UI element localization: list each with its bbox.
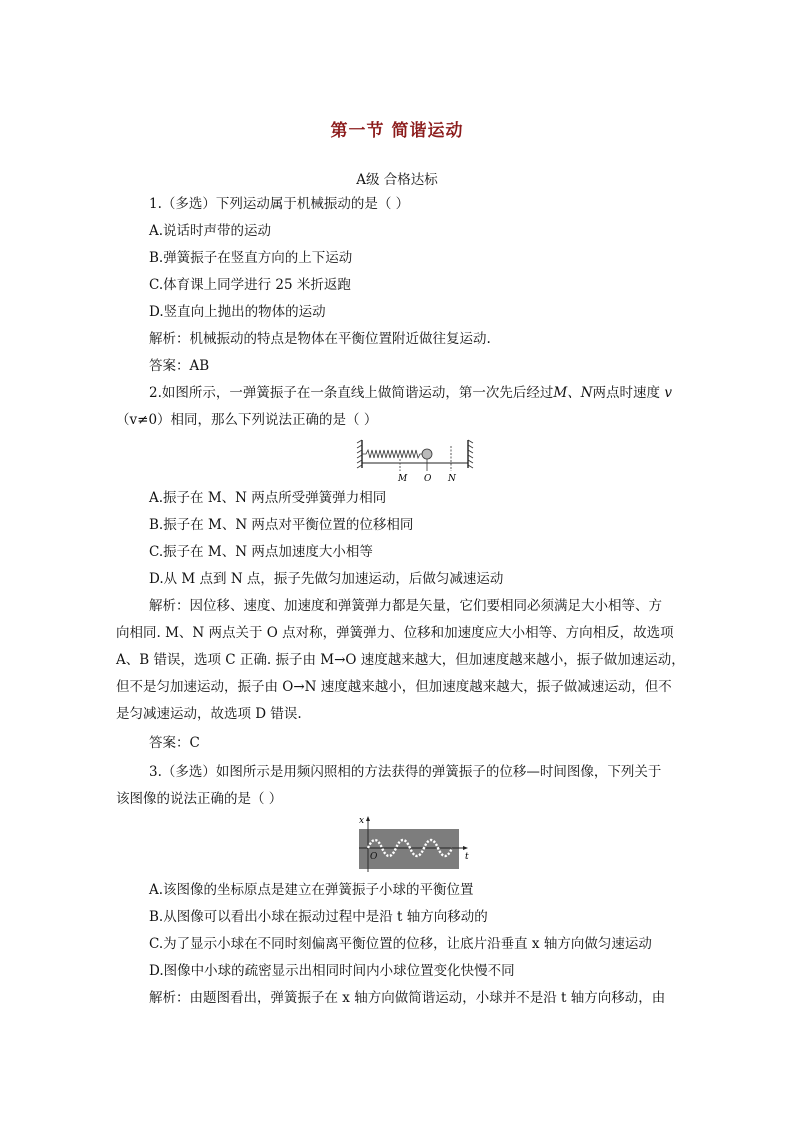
- q3-stem-line2: 该图像的说法正确的是（ ）: [116, 791, 283, 807]
- q3-option-c: C.为了显示小球在不同时刻偏离平衡位置的位移，让底片沿垂直 x 轴方向做匀速运动: [149, 936, 652, 952]
- q2-analysis-line1: 解析：因位移、速度、加速度和弹簧弹力都是矢量，它们要相同必须满足大小相等、方: [149, 598, 662, 614]
- q2-stem-text: 2.如图所示，一弹簧振子在一条直线上做简谐运动，第一次先后经过: [149, 385, 554, 401]
- q1-option-a: A.说话时声带的运动: [149, 223, 272, 239]
- flash-photo-figure: [350, 814, 475, 874]
- q2-option-d: D.从 M 点到 N 点，振子先做匀加速运动，后做匀减速运动: [149, 571, 504, 587]
- page-title: 第一节 简谐运动: [330, 121, 464, 141]
- q3-stem-line1: 3.（多选）如图所示是用频闪照相的方法获得的弹簧振子的位移—时间图像，下列关于: [149, 764, 662, 780]
- q3-option-b: B.从图像可以看出小球在振动过程中是沿 t 轴方向移动的: [149, 909, 488, 925]
- q1-option-c: C.体育课上同学进行 25 米折返跑: [149, 277, 351, 293]
- q2-stem-velocity: v: [664, 385, 672, 401]
- q2-option-b: B.振子在 M、N 两点对平衡位置的位移相同: [149, 517, 414, 533]
- fig3-label-t: t: [465, 852, 469, 862]
- q3-option-a: A.该图像的坐标原点是建立在弹簧振子小球的平衡位置: [149, 882, 474, 898]
- q3-option-d: D.图像中小球的疏密显示出相同时间内小球位置变化快慢不同: [149, 963, 515, 979]
- q2-option-a: A.振子在 M、N 两点所受弹簧弹力相同: [149, 490, 387, 506]
- fig-label-m: M: [398, 474, 408, 484]
- spring-oscillator-figure: [356, 438, 474, 484]
- q2-analysis-line2: 向相同. M、N 两点关于 O 点对称，弹簧弹力、位移和加速度应大小相等、方向相反，故选项: [116, 625, 674, 641]
- q2-option-c: C.振子在 M、N 两点加速度大小相等: [149, 544, 373, 560]
- q2-analysis-line5: 是匀减速运动，故选项 D 错误.: [116, 706, 302, 722]
- q2-answer: 答案：C: [149, 735, 200, 751]
- q2-analysis-line3: A、B 错误，选项 C 正确. 振子由 M→O 速度越来越大，但加速度越来越小，振子做加速运动，: [116, 652, 685, 668]
- q1-option-d: D.竖直向上抛出的物体的运动: [149, 304, 326, 320]
- fig-label-n: N: [448, 474, 456, 484]
- q1-stem: 1.（多选）下列运动属于机械振动的是（ ）: [149, 196, 410, 212]
- fig3-label-x: x: [359, 816, 365, 826]
- q2-stem-line1: [149, 384, 679, 402]
- q3-analysis: 解析：由题图看出，弹簧振子在 x 轴方向做简谐运动，小球并不是沿 t 轴方向移动，由: [149, 990, 666, 1006]
- fig3-label-o: O: [370, 852, 378, 862]
- q1-analysis: 解析：机械振动的特点是物体在平衡位置附近做往复运动.: [149, 331, 491, 347]
- fig-label-o: O: [424, 474, 432, 484]
- q1-answer: 答案：AB: [149, 358, 210, 374]
- q2-stem-line2: （v≠0）相同，那么下列说法正确的是（ ）: [116, 412, 378, 428]
- q2-stem-points: M、N: [553, 385, 593, 401]
- q1-option-b: B.弹簧振子在竖直方向的上下运动: [149, 250, 353, 266]
- section-level: A级 合格达标: [356, 172, 438, 188]
- q2-analysis-line4: 但不是匀加速运动，振子由 O→N 速度越来越小，但加速度越来越大，振子做减速运动，但不: [116, 679, 672, 695]
- q2-stem-text-b: 两点时速度: [592, 385, 661, 401]
